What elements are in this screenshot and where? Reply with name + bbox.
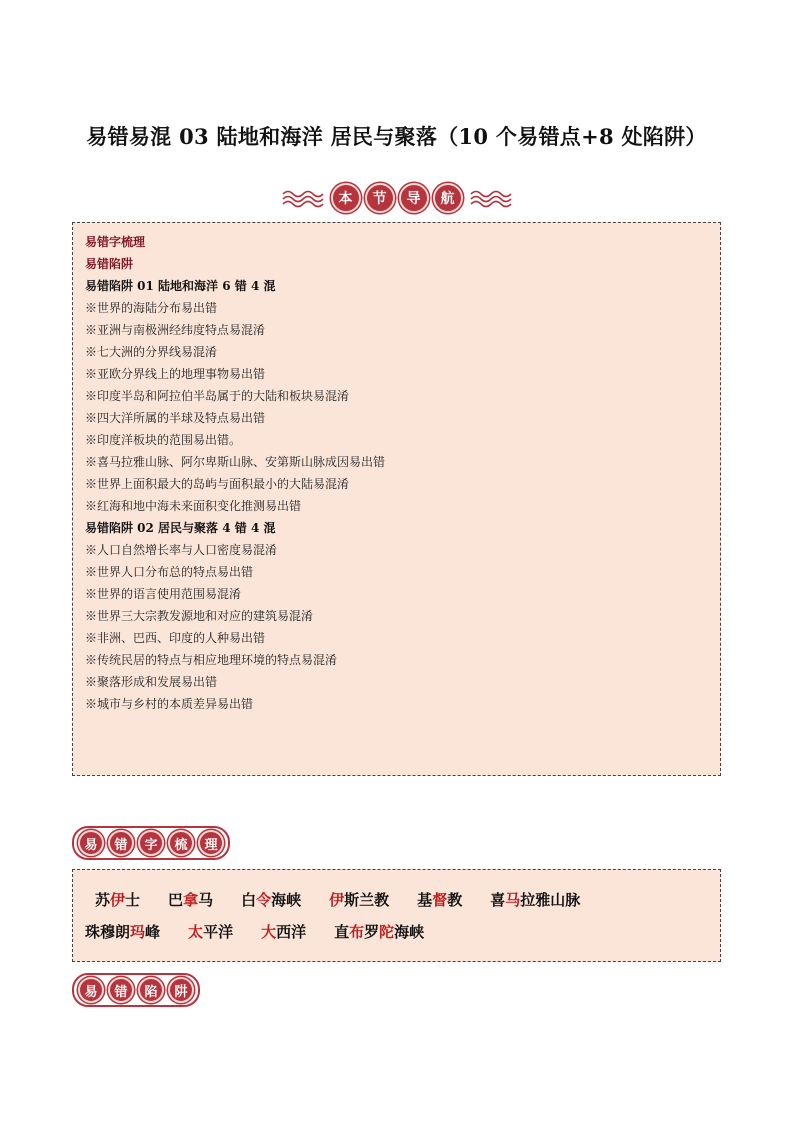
plain-char: 海峡 [271,891,302,909]
error-char-word [334,923,424,941]
nav-list-item: ※七大洲的分界线易混淆 [85,345,218,359]
nav-list-item: ※世界的语言使用范围易混淆 [85,587,242,601]
section1-label-char: 理 [198,830,224,856]
nav-list-item: ※世界上面积最大的岛屿与面积最小的大陆易混淆 [85,477,350,491]
page-title: 易错易混 03 陆地和海洋 居民与聚落（10 个易错点+8 处陷阱） [86,124,707,149]
nav-list-item: ※亚洲与南极洲经纬度特点易混淆 [85,323,266,337]
section-label-error-chars [72,826,230,860]
plain-char: 峰 [145,923,161,941]
plain-char: 海峡 [394,923,425,941]
nav-list-item: ※印度洋板块的范围易出错。 [85,433,242,447]
nav-list-item: ※红海和地中海未来面积变化推测易出错 [85,499,302,513]
error-chars-box [72,869,721,962]
section2-label-char: 陷 [138,977,164,1003]
section2-label-char: 错 [108,977,134,1003]
nav-trap-heading: 易错陷阱 02 居民与聚落 4 错 4 混 [85,521,276,535]
nav-list-item: ※城市与乡村的本质差异易出错 [85,697,254,711]
plain-char: 教 [447,891,463,909]
nav-list-item: ※印度半岛和阿拉伯半岛属于的大陆和板块易混淆 [85,389,350,403]
highlighted-char: 马 [505,891,521,909]
plain-char: 斯兰教 [344,891,390,909]
section1-label-char: 字 [138,830,164,856]
nav-trap-heading: 易错陷阱 01 陆地和海洋 6 错 4 混 [85,279,276,293]
highlighted-char: 布 [349,923,365,941]
nav-list-item: ※亚欧分界线上的地理事物易出错 [85,367,266,381]
nav-list-item: ※非洲、巴西、印度的人种易出错 [85,631,266,645]
wave-ornament-right-icon [469,186,513,210]
error-char-word [85,923,160,941]
error-char-word [95,891,140,909]
plain-char: 巴 [168,891,184,909]
highlighted-char: 陀 [379,923,395,941]
section2-label-char: 阱 [168,977,194,1003]
plain-char: 白 [241,891,257,909]
highlighted-char: 伊 [110,891,126,909]
nav-label-char: 导 [399,183,429,213]
highlighted-char: 令 [256,891,272,909]
section1-label-char: 错 [108,830,134,856]
plain-char: 罗 [364,923,380,941]
plain-char: 苏 [95,891,111,909]
section-nav-banner [0,180,793,216]
error-char-word [417,891,462,909]
nav-list-item: ※喜马拉雅山脉、阿尔卑斯山脉、安第斯山脉成因易出错 [85,455,386,469]
nav-list-item: ※聚落形成和发展易出错 [85,675,218,689]
highlighted-char: 督 [432,891,448,909]
nav-heading: 易错字梳理 [85,235,146,249]
plain-char: 直 [334,923,350,941]
nav-list-item: ※世界三大宗教发源地和对应的建筑易混淆 [85,609,314,623]
highlighted-char: 玛 [130,923,146,941]
section2-label-char: 易 [78,977,104,1003]
plain-char: 珠穆朗 [85,923,131,941]
plain-char: 西洋 [276,923,307,941]
error-char-word [188,923,233,941]
section1-label-char: 梳 [168,830,194,856]
wave-ornament-left-icon [281,186,325,210]
error-char-word [490,891,580,909]
nav-list-item: ※世界人口分布总的特点易出错 [85,565,254,579]
error-char-word [261,923,306,941]
nav-label [331,183,463,213]
highlighted-char: 拿 [183,891,199,909]
plain-char: 平洋 [203,923,234,941]
char-row [85,916,708,948]
error-char-word [241,891,301,909]
section-label-error-traps [72,973,200,1007]
plain-char: 拉雅山脉 [520,891,581,909]
plain-char: 士 [125,891,141,909]
nav-list-item: ※世界的海陆分布易出错 [85,301,218,315]
highlighted-char: 伊 [329,891,345,909]
error-char-word [168,891,213,909]
char-row [85,884,708,916]
plain-char: 马 [198,891,214,909]
navigation-box [72,222,721,776]
nav-label-char: 节 [365,183,395,213]
highlighted-char: 太 [188,923,204,941]
nav-list-item: ※四大洋所属的半球及特点易出错 [85,411,266,425]
nav-list-item: ※传统民居的特点与相应地理环境的特点易混淆 [85,653,338,667]
nav-list-item: ※人口自然增长率与人口密度易混淆 [85,543,278,557]
plain-char: 基 [417,891,433,909]
nav-label-char: 航 [433,183,463,213]
highlighted-char: 大 [261,923,277,941]
plain-char: 喜 [490,891,506,909]
section1-label-char: 易 [78,830,104,856]
nav-label-char: 本 [331,183,361,213]
nav-heading: 易错陷阱 [85,257,134,271]
error-char-word [329,891,389,909]
